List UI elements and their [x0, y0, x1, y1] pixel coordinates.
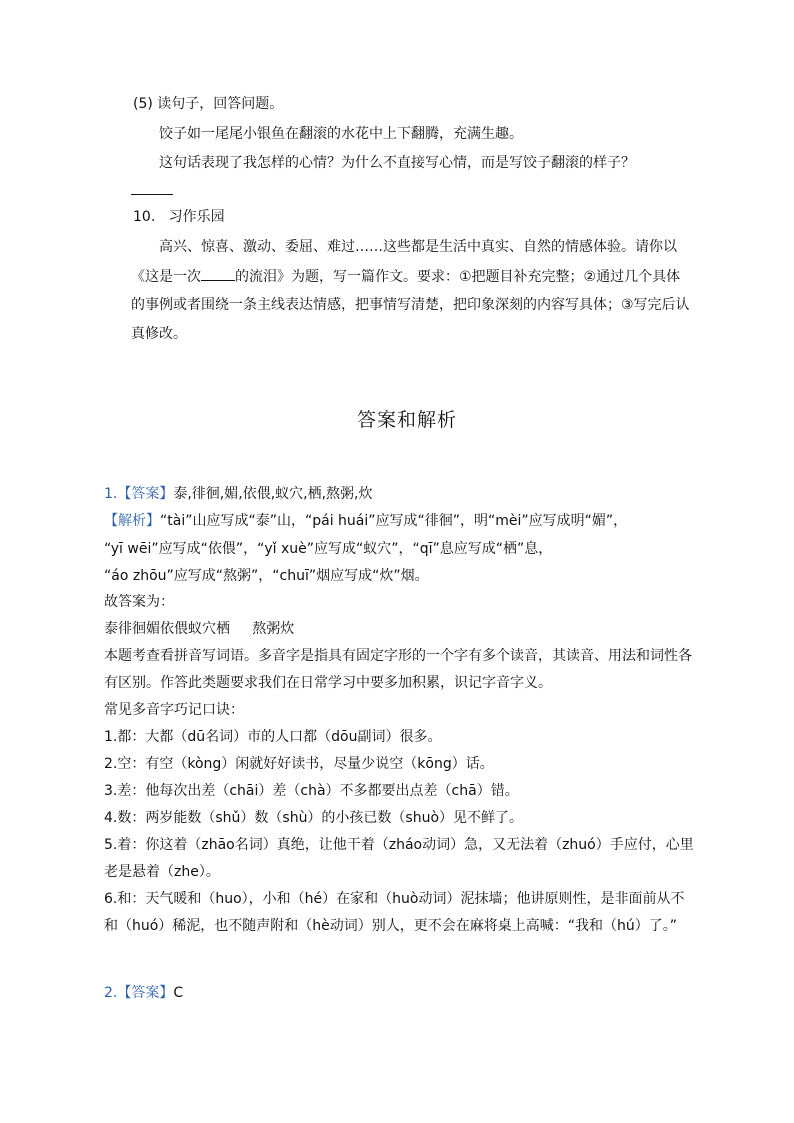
q10-line-4: 真修改。	[131, 326, 187, 342]
tip-4: 4.数：两岁能数（shǔ）数（shù）的小孩已数（shuò）见不鲜了。	[104, 810, 524, 826]
answer-1-number: 1.	[104, 486, 118, 502]
answers-heading: 答案和解析	[357, 409, 458, 431]
q10-line-3: 的事例或者围绕一条主线表达情感，把事情写清楚，把印象深刻的内容写具体；③写完后认	[131, 297, 690, 313]
answer-1-line	[104, 484, 373, 504]
so-answer: 故答案为：	[104, 594, 174, 610]
tip-6-line-1: 6.和：天气暖和（huo），小和（hé）在家和（huò动词）泥抹墙；他讲原则性，是非面前从不	[104, 891, 685, 907]
tips-heading: 常见多音字巧记口诀：	[104, 702, 244, 718]
answer-2-tag: 【答案】	[117, 985, 174, 1001]
tip-5-line-1: 5.着：你这着（zhāo名词）真绝，让他干着（zháo动词）急，又无法着（zhuó）手应付，心里	[104, 837, 694, 853]
q5-prompt: 这句话表现了我怎样的心情？为什么不直接写心情，而是写饺子翻滚的样子？	[159, 155, 635, 171]
explain-line-3: “áo zhōu”应写成“熬粥”，“chuī”烟应写成“炊”烟。	[104, 568, 429, 584]
answer-2-number: 2.	[104, 985, 118, 1001]
answer-1-tag: 【答案】	[117, 486, 174, 502]
answer-2-line	[104, 983, 183, 1003]
final-answer: 泰徘徊媚依偎蚁穴栖 熬粥炊	[104, 621, 295, 637]
tip-2: 2.空：有空（kòng）闲就好好读书，尽量少说空（kōng）话。	[104, 756, 494, 772]
tip-1: 1.都：大都（dū名词）市的人口都（dōu副词）很多。	[104, 729, 442, 745]
explain-line-1	[104, 511, 627, 531]
q10-line-1: 高兴、惊喜、激动、委屈、难过……这些都是生活中真实、自然的情感体验。请你以	[159, 239, 677, 255]
tip-3: 3.差：他每次出差（chāi）差（chà）不多都要出点差（chā）错。	[104, 783, 519, 799]
explain-text-1: “tài”山应写成“泰”山，“pái huái”应写成“徘徊”，明“mèi”应写成明“媚”，	[160, 513, 628, 529]
q5-label: (5) 读句子，回答问题。	[133, 96, 284, 112]
answer-1-text: 泰,徘徊,媚,依偎,蚁穴,栖,熬粥,炊	[173, 486, 373, 502]
explain-tag: 【解析】	[104, 513, 160, 529]
note-line-2: 有区别。作答此类题要求我们在日常学习中要多加积累，识记字音字义。	[104, 675, 552, 691]
q5-sentence: 饺子如一尾尾小银鱼在翻滚的水花中上下翻腾，充满生趣。	[159, 126, 523, 142]
q10-line-2	[131, 266, 680, 287]
title-blank	[201, 266, 235, 281]
explain-line-2: “yī wēi”应写成“依偎”，“yǐ xuè”应写成“蚁穴”，“qī”息应写成“栖”息，	[104, 541, 553, 557]
note-line-1: 本题考查看拼音写词语。多音字是指具有固定字形的一个字有多个读音，其读音、用法和词性各	[104, 648, 692, 664]
q10-line-2-start: 《这是一次	[131, 269, 201, 285]
q10-line-2-end: 的流泪》为题，写一篇作文。要求：①把题目补充完整；②通过几个具体	[235, 269, 681, 285]
tip-6-line-2: 和（huó）稀泥，也不随声附和（hè动词）别人，更不会在麻将桌上高喊：“我和（hú）了。”	[104, 918, 678, 934]
tip-5-line-2: 老是悬着（zhe）。	[104, 864, 220, 880]
answer-blank-line	[131, 194, 173, 195]
q10-label: 10. 习作乐园	[133, 209, 225, 225]
answer-2-text: C	[173, 985, 184, 1001]
